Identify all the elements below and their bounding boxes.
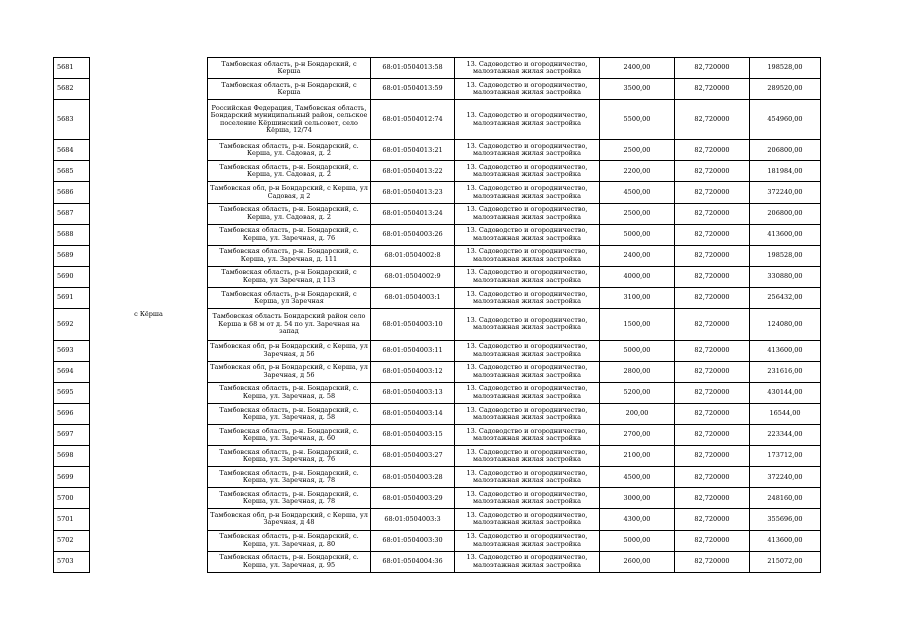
row-number: 5684 (54, 140, 90, 161)
row-number: 5693 (54, 340, 90, 361)
land-use-cell: 13. Садоводство и огородничество, малоэтажная жилая застройка (455, 58, 600, 79)
specific-value-cell: 82,720000 (675, 203, 750, 224)
area-cell: 3100,00 (600, 287, 675, 308)
land-use-cell: 13. Садоводство и огородничество, малоэтажная жилая застройка (455, 203, 600, 224)
land-use-cell: 13. Садоводство и огородничество, малоэтажная жилая застройка (455, 340, 600, 361)
cadastral-value-cell: 256432,00 (750, 287, 821, 308)
area-cell: 5000,00 (600, 340, 675, 361)
cadastral-number-cell: 68:01:0504003:14 (371, 403, 455, 424)
specific-value-cell: 82,720000 (675, 58, 750, 79)
specific-value-cell: 82,720000 (675, 140, 750, 161)
cadastral-value-cell: 173712,00 (750, 446, 821, 467)
address-cell: Тамбовская область, р-н Бондарский, с Керша (208, 58, 371, 79)
row-number: 5688 (54, 224, 90, 245)
specific-value-cell: 82,720000 (675, 161, 750, 182)
address-cell: Тамбовская область, р-н. Бондарский, с. Керша, ул. Заречная, д. 111 (208, 245, 371, 266)
area-cell: 2500,00 (600, 203, 675, 224)
area-cell: 3500,00 (600, 79, 675, 100)
address-cell: Тамбовская область, р-н Бондарский, с Керша (208, 79, 371, 100)
address-cell: Тамбовская область, р-н. Бондарский, с. Керша, ул. Заречная, д. 78 (208, 467, 371, 488)
cadastral-value-cell: 215072,00 (750, 551, 821, 572)
cadastral-value-cell: 430144,00 (750, 382, 821, 403)
row-number: 5690 (54, 266, 90, 287)
cadastral-number-cell: 68:01:0504013:24 (371, 203, 455, 224)
land-use-cell: 13. Садоводство и огородничество, малоэтажная жилая застройка (455, 530, 600, 551)
cadastral-value-cell: 372240,00 (750, 182, 821, 203)
area-cell: 2400,00 (600, 245, 675, 266)
cadastral-value-cell: 372240,00 (750, 467, 821, 488)
address-cell: Тамбовская область, р-н. Бондарский, с. Керша, ул. Заречная, д. 78 (208, 488, 371, 509)
area-cell: 2700,00 (600, 425, 675, 446)
cadastral-number-cell: 68:01:0504003:13 (371, 382, 455, 403)
specific-value-cell: 82,720000 (675, 425, 750, 446)
cadastral-value-cell: 413600,00 (750, 340, 821, 361)
area-cell: 5000,00 (600, 224, 675, 245)
land-use-cell: 13. Садоводство и огородничество, малоэтажная жилая застройка (455, 182, 600, 203)
row-number: 5695 (54, 382, 90, 403)
address-cell: Тамбовская область Бондарский район село Керша в 68 м от д. 54 по ул. Заречная на запад (208, 309, 371, 341)
land-use-cell: 13. Садоводство и огородничество, малоэтажная жилая застройка (455, 245, 600, 266)
specific-value-cell: 82,720000 (675, 287, 750, 308)
cadastral-number-cell: 68:01:0504013:21 (371, 140, 455, 161)
specific-value-cell: 82,720000 (675, 100, 750, 140)
area-cell: 2800,00 (600, 361, 675, 382)
land-use-cell: 13. Садоводство и огородничество, малоэтажная жилая застройка (455, 79, 600, 100)
locality-cell: с Кёрша (90, 58, 208, 573)
row-number: 5689 (54, 245, 90, 266)
specific-value-cell: 82,720000 (675, 182, 750, 203)
land-use-cell: 13. Садоводство и огородничество, малоэтажная жилая застройка (455, 266, 600, 287)
row-number: 5691 (54, 287, 90, 308)
row-number: 5694 (54, 361, 90, 382)
cadastral-value-cell: 231616,00 (750, 361, 821, 382)
area-cell: 2600,00 (600, 551, 675, 572)
specific-value-cell: 82,720000 (675, 530, 750, 551)
address-cell: Тамбовская область, р-н. Бондарский, с. Керша, ул. Заречная, д. 95 (208, 551, 371, 572)
area-cell: 2200,00 (600, 161, 675, 182)
address-cell: Тамбовская область, р-н. Бондарский, с. Керша, ул. Заречная, д. 76 (208, 224, 371, 245)
cadastral-number-cell: 68:01:0504013:22 (371, 161, 455, 182)
row-number: 5696 (54, 403, 90, 424)
address-cell: Тамбовская область, р-н. Бондарский, с. Керша, ул. Заречная, д. 80 (208, 530, 371, 551)
address-cell: Тамбовская область, р-н. Бондарский, с. Керша, ул. Садовая, д. 2 (208, 161, 371, 182)
specific-value-cell: 82,720000 (675, 382, 750, 403)
land-use-cell: 13. Садоводство и огородничество, малоэтажная жилая застройка (455, 446, 600, 467)
cadastral-value-cell: 413600,00 (750, 224, 821, 245)
area-cell: 4000,00 (600, 266, 675, 287)
row-number: 5685 (54, 161, 90, 182)
cadastral-number-cell: 68:01:0504003:3 (371, 509, 455, 530)
row-number: 5686 (54, 182, 90, 203)
area-cell: 200,00 (600, 403, 675, 424)
cadastral-number-cell: 68:01:0504003:15 (371, 425, 455, 446)
land-use-cell: 13. Садоводство и огородничество, малоэтажная жилая застройка (455, 161, 600, 182)
address-cell: Тамбовская обл, р-н Бондарский, с Керша, ул Садовая, д 2 (208, 182, 371, 203)
specific-value-cell: 82,720000 (675, 403, 750, 424)
land-use-cell: 13. Садоводство и огородничество, малоэтажная жилая застройка (455, 100, 600, 140)
specific-value-cell: 82,720000 (675, 340, 750, 361)
specific-value-cell: 82,720000 (675, 245, 750, 266)
cadastral-number-cell: 68:01:0504013:23 (371, 182, 455, 203)
cadastral-number-cell: 68:01:0504003:11 (371, 340, 455, 361)
area-cell: 2500,00 (600, 140, 675, 161)
specific-value-cell: 82,720000 (675, 488, 750, 509)
address-cell: Тамбовская область, р-н Бондарский, с Керша, ул Заречная, д 113 (208, 266, 371, 287)
row-number: 5697 (54, 425, 90, 446)
land-use-cell: 13. Садоводство и огородничество, малоэтажная жилая застройка (455, 551, 600, 572)
area-cell: 5200,00 (600, 382, 675, 403)
address-cell: Тамбовская область, р-н. Бондарский, с. Керша, ул. Садовая, д. 2 (208, 140, 371, 161)
cadastral-value-cell: 223344,00 (750, 425, 821, 446)
row-number: 5700 (54, 488, 90, 509)
land-use-cell: 13. Садоводство и огородничество, малоэтажная жилая застройка (455, 403, 600, 424)
cadastral-number-cell: 68:01:0504003:29 (371, 488, 455, 509)
row-number: 5687 (54, 203, 90, 224)
cadastral-value-table (53, 57, 821, 573)
row-number: 5692 (54, 309, 90, 341)
land-use-cell: 13. Садоводство и огородничество, малоэтажная жилая застройка (455, 224, 600, 245)
land-use-cell: 13. Садоводство и огородничество, малоэтажная жилая застройка (455, 425, 600, 446)
address-cell: Тамбовская обл, р-н Бондарский, с Керша, ул Заречная, д 56 (208, 361, 371, 382)
address-cell: Российская Федерация, Тамбовская область, Бондарский муниципальный район, сельское поселение Кёршинский сельсовет, село Кёрша, 12/74 (208, 100, 371, 140)
address-cell: Тамбовская область, р-н. Бондарский, с. Керша, ул. Садовая, д. 2 (208, 203, 371, 224)
land-use-cell: 13. Садоводство и огородничество, малоэтажная жилая застройка (455, 488, 600, 509)
cadastral-value-cell: 330880,00 (750, 266, 821, 287)
specific-value-cell: 82,720000 (675, 79, 750, 100)
cadastral-value-cell: 206800,00 (750, 203, 821, 224)
cadastral-number-cell: 68:01:0504002:8 (371, 245, 455, 266)
cadastral-number-cell: 68:01:0504013:58 (371, 58, 455, 79)
cadastral-value-cell: 454960,00 (750, 100, 821, 140)
cadastral-value-cell: 181984,00 (750, 161, 821, 182)
area-cell: 5500,00 (600, 100, 675, 140)
specific-value-cell: 82,720000 (675, 224, 750, 245)
area-cell: 2100,00 (600, 446, 675, 467)
address-cell: Тамбовская обл, р-н Бондарский, с Керша, ул Заречная, д 56 (208, 340, 371, 361)
row-number: 5699 (54, 467, 90, 488)
cadastral-value-cell: 413600,00 (750, 530, 821, 551)
specific-value-cell: 82,720000 (675, 361, 750, 382)
area-cell: 2400,00 (600, 58, 675, 79)
cadastral-number-cell: 68:01:0504004:36 (371, 551, 455, 572)
address-cell: Тамбовская область, р-н. Бондарский, с. Керша, ул. Заречная, д. 60 (208, 425, 371, 446)
cadastral-value-cell: 198528,00 (750, 58, 821, 79)
row-number: 5701 (54, 509, 90, 530)
specific-value-cell: 82,720000 (675, 309, 750, 341)
cadastral-number-cell: 68:01:0504003:10 (371, 309, 455, 341)
land-use-cell: 13. Садоводство и огородничество, малоэтажная жилая застройка (455, 467, 600, 488)
row-number: 5703 (54, 551, 90, 572)
row-number: 5698 (54, 446, 90, 467)
row-number: 5681 (54, 58, 90, 79)
address-cell: Тамбовская обл, р-н Бондарский, с Керша, ул Заречная, д 48 (208, 509, 371, 530)
specific-value-cell: 82,720000 (675, 467, 750, 488)
land-use-cell: 13. Садоводство и огородничество, малоэтажная жилая застройка (455, 361, 600, 382)
cadastral-number-cell: 68:01:0504012:74 (371, 100, 455, 140)
cadastral-number-cell: 68:01:0504003:26 (371, 224, 455, 245)
specific-value-cell: 82,720000 (675, 446, 750, 467)
land-use-cell: 13. Садоводство и огородничество, малоэтажная жилая застройка (455, 287, 600, 308)
cadastral-number-cell: 68:01:0504003:27 (371, 446, 455, 467)
area-cell: 3000,00 (600, 488, 675, 509)
cadastral-number-cell: 68:01:0504003:1 (371, 287, 455, 308)
cadastral-number-cell: 68:01:0504003:28 (371, 467, 455, 488)
row-number: 5682 (54, 79, 90, 100)
row-number: 5683 (54, 100, 90, 140)
area-cell: 4500,00 (600, 467, 675, 488)
cadastral-value-cell: 124080,00 (750, 309, 821, 341)
area-cell: 1500,00 (600, 309, 675, 341)
land-use-cell: 13. Садоводство и огородничество, малоэтажная жилая застройка (455, 140, 600, 161)
address-cell: Тамбовская область, р-н. Бондарский, с. Керша, ул. Заречная, д. 58 (208, 403, 371, 424)
cadastral-value-cell: 198528,00 (750, 245, 821, 266)
area-cell: 4500,00 (600, 182, 675, 203)
area-cell: 4300,00 (600, 509, 675, 530)
land-use-cell: 13. Садоводство и огородничество, малоэтажная жилая застройка (455, 309, 600, 341)
address-cell: Тамбовская область, р-н. Бондарский, с. Керша, ул. Заречная, д. 58 (208, 382, 371, 403)
cadastral-number-cell: 68:01:0504003:12 (371, 361, 455, 382)
specific-value-cell: 82,720000 (675, 509, 750, 530)
land-use-cell: 13. Садоводство и огородничество, малоэтажная жилая застройка (455, 509, 600, 530)
land-use-cell: 13. Садоводство и огородничество, малоэтажная жилая застройка (455, 382, 600, 403)
address-cell: Тамбовская область, р-н Бондарский, с Керша, ул Заречная (208, 287, 371, 308)
row-number: 5702 (54, 530, 90, 551)
address-cell: Тамбовская область, р-н. Бондарский, с. Керша, ул. Заречная, д. 76 (208, 446, 371, 467)
cadastral-number-cell: 68:01:0504003:30 (371, 530, 455, 551)
cadastral-value-cell: 355696,00 (750, 509, 821, 530)
specific-value-cell: 82,720000 (675, 266, 750, 287)
cadastral-value-cell: 206800,00 (750, 140, 821, 161)
cadastral-number-cell: 68:01:0504002:9 (371, 266, 455, 287)
cadastral-number-cell: 68:01:0504013:59 (371, 79, 455, 100)
cadastral-value-cell: 248160,00 (750, 488, 821, 509)
cadastral-value-cell: 16544,00 (750, 403, 821, 424)
specific-value-cell: 82,720000 (675, 551, 750, 572)
table-row (54, 58, 821, 79)
cadastral-value-cell: 289520,00 (750, 79, 821, 100)
area-cell: 5000,00 (600, 530, 675, 551)
